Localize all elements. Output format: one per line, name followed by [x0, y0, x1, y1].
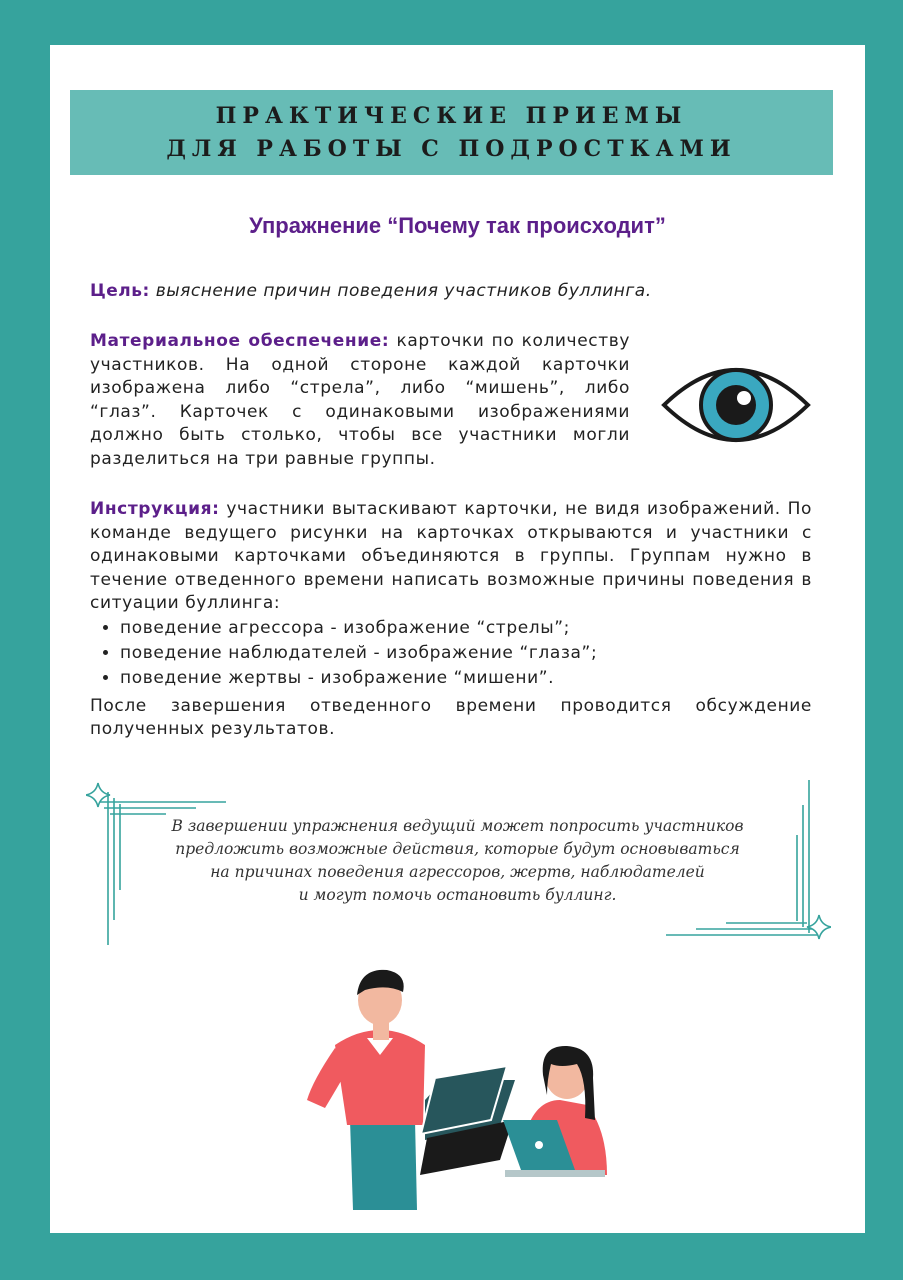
note-line: и могут помочь остановить буллинг. — [298, 886, 617, 904]
instruction-paragraph — [90, 498, 812, 616]
header-banner — [70, 90, 833, 175]
materials-text: карточки по количеству участников. На одной стороне каждой карточки изображена либо “стрела”, либо “мишень”, либо “глаз”. Карточек с одинаковыми изображениями должно быть столько, чтобы все участники могли разделиться на три равные группы. — [90, 331, 630, 469]
conclusion-text: После завершения отведенного времени проводится обсуждение полученных результатов. — [90, 695, 812, 739]
page-sheet — [50, 45, 865, 1233]
goal-paragraph — [90, 281, 652, 301]
sparkle-icon — [86, 783, 110, 807]
exercise-title: Упражнение “Почему так происходит” — [249, 213, 666, 238]
goal-text: выяснение причин поведения участников буллинга. — [155, 281, 652, 301]
list-item: • поведение жертвы - изображение “мишени”. — [120, 666, 812, 691]
instruction-label: Инструкция: — [90, 499, 220, 519]
behavior-list — [90, 616, 812, 691]
goal-label: Цель: — [90, 281, 150, 301]
note-line: предложить возможные действия, которые будут основываться — [175, 840, 740, 858]
header-line-1: ПРАКТИЧЕСКИЕ ПРИЕМЫ — [215, 102, 688, 129]
list-item: • поведение наблюдателей - изображение “глаза”; — [120, 641, 812, 666]
materials-label: Материальное обеспечение: — [90, 331, 390, 351]
note-line: В завершении упражнения ведущий может попросить участников — [171, 817, 744, 835]
list-item: • поведение агрессора - изображение “стрелы”; — [120, 616, 812, 641]
instruction-block — [90, 498, 812, 742]
people-illustration — [295, 960, 615, 1210]
header-line-2: ДЛЯ РАБОТЫ С ПОДРОСТКАМИ — [166, 135, 737, 162]
materials-paragraph — [90, 330, 630, 471]
note-text — [140, 815, 775, 907]
eye-icon — [660, 355, 812, 455]
instruction-text: участники вытаскивают карточки, не видя изображений. По команде ведущего рисунки на карточках открываются и участники с одинаковыми карточками объединяются в группы. Группам нужно в течение отведенного времени написать возможные причины поведения в ситуации буллинга: — [90, 499, 812, 613]
note-line: на причинах поведения агрессоров, жертв, наблюдателей — [210, 863, 705, 881]
